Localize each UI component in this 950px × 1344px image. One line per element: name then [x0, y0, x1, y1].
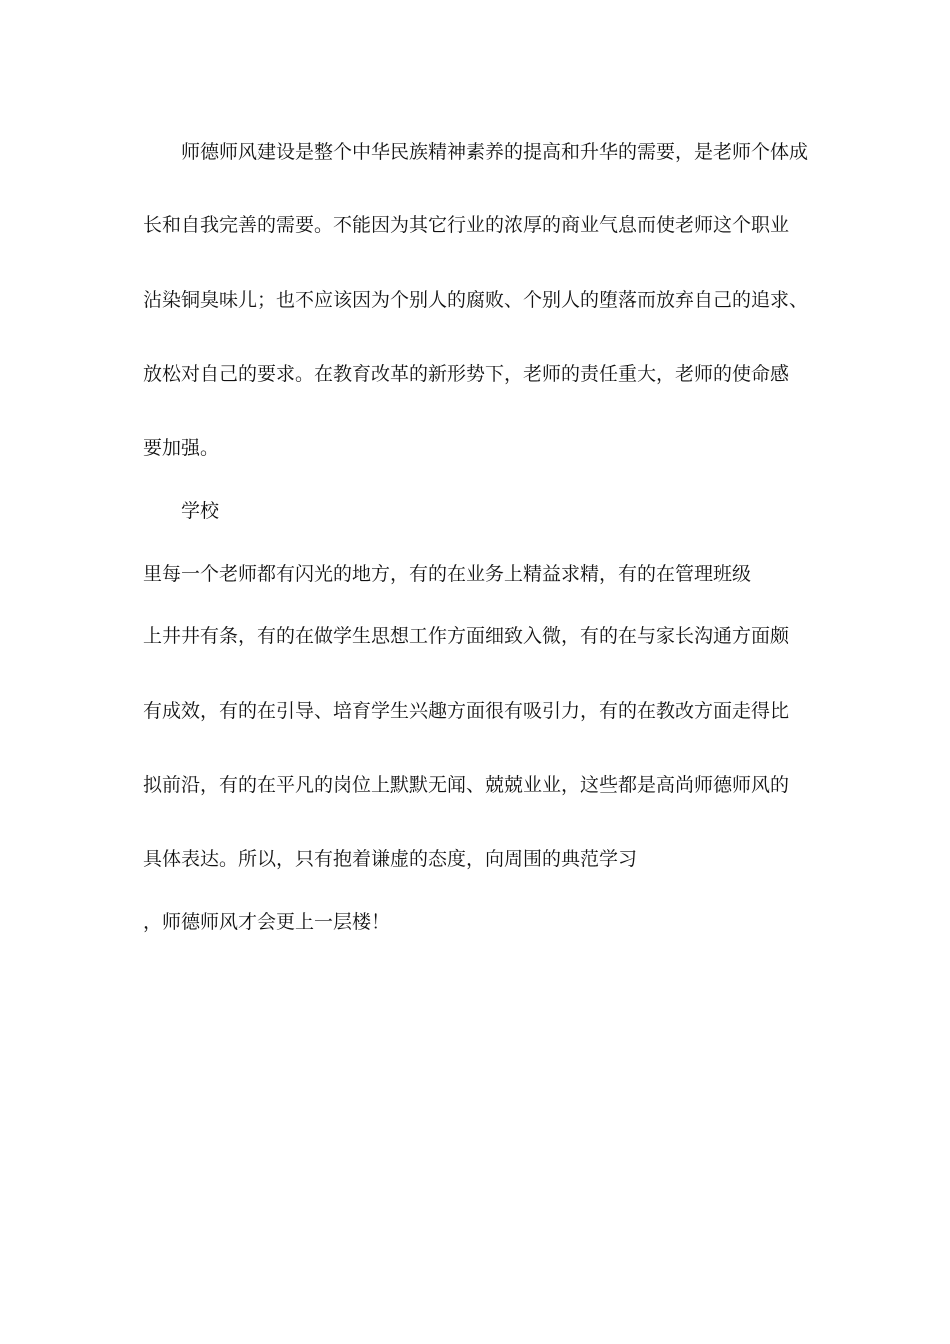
text-line: 上井井有条，有的在做学生思想工作方面细致入微，有的在与家长沟通方面颇 [143, 625, 790, 647]
text-line: 要加强。 [143, 437, 220, 459]
text-line: 沾染铜臭味儿；也不应该因为个别人的腐败、个别人的堕落而放弃自己的追求、 [143, 289, 809, 311]
text-line: 师德师风建设是整个中华民族精神素养的提高和升华的需要，是老师个体成 [143, 141, 809, 163]
text-line: ，师德师风才会更上一层楼！ [143, 911, 391, 933]
text-line: 里每一个老师都有闪光的地方，有的在业务上精益求精，有的在管理班级 [143, 563, 752, 585]
text-line: 具体表达。所以，只有抱着谦虚的态度，向周围的典范学习 [143, 848, 638, 870]
text-line: 学校 [143, 500, 220, 522]
text-line: 拟前沿，有的在平凡的岗位上默默无闻、兢兢业业，这些都是高尚师德师风的 [143, 774, 790, 796]
text-line: 有成效，有的在引导、培育学生兴趣方面很有吸引力，有的在教改方面走得比 [143, 700, 790, 722]
text-line: 长和自我完善的需要。不能因为其它行业的浓厚的商业气息而使老师这个职业 [143, 214, 790, 236]
text-line: 放松对自己的要求。在教育改革的新形势下，老师的责任重大，老师的使命感 [143, 363, 790, 385]
